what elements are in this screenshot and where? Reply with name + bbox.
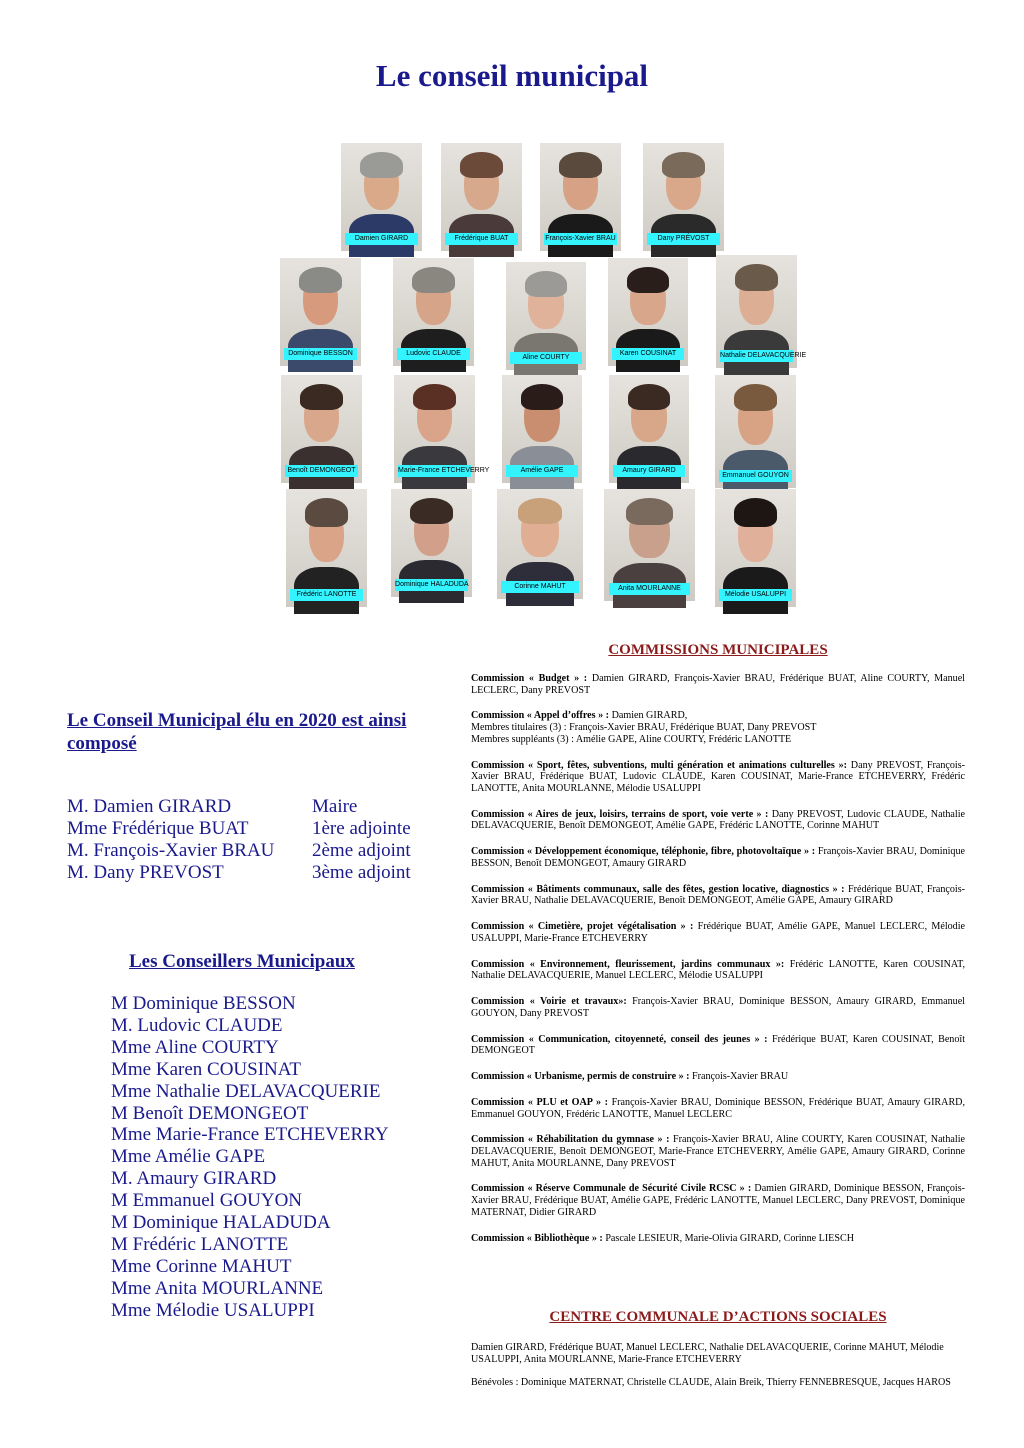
commission-entry — [471, 1071, 965, 1083]
commission-members: Frédérique BUAT, Karen COUSINAT, Benoît DEMONGEOT — [471, 1033, 966, 1057]
photo-hair — [460, 152, 502, 178]
photo-hair — [410, 498, 452, 524]
councillor-name: M Frédéric LANOTTE — [111, 1233, 289, 1255]
member-name: Mme Frédérique BUAT — [67, 818, 249, 839]
commission-title: Commission « Réserve Communale de Sécurité Civile RCSC » : — [471, 1183, 752, 1195]
commission-entry — [471, 921, 965, 944]
photo-caption: Ludovic CLAUDE — [397, 348, 470, 360]
photo-hair — [413, 384, 455, 410]
councillor-name: Mme Marie-France ETCHEVERRY — [111, 1124, 389, 1146]
portrait-photo — [286, 489, 367, 607]
commission-entry — [471, 1097, 965, 1120]
commission-extra: Membres titulaires (3) : François-Xavier BRAU, Frédérique BUAT, Dany PREVOST — [471, 722, 817, 734]
commission-entry — [471, 1183, 965, 1218]
photo-caption: Dominique HALADUDA — [395, 579, 468, 591]
commission-members: Frédéric LANOTTE, Karen COUSINAT, Nathalie DELAVACQUERIE, Manuel LECLERC, Mélodie USALUPPI — [471, 958, 966, 982]
member-role: 2ème adjoint — [312, 840, 411, 861]
photo-hair — [626, 498, 673, 525]
photo-hair — [518, 498, 563, 524]
photo-caption: Benoît DEMONGEOT — [285, 465, 358, 477]
commissions-heading: COMMISSIONS MUNICIPALES — [608, 642, 828, 658]
ccas-volunteers: Bénévoles : Dominique MATERNAT, Christelle CLAUDE, Alain Breik, Thierry FENNEBRESQUE, Jacques HAROS — [471, 1377, 951, 1389]
council-heading: Le Conseil Municipal élu en 2020 est ainsi composé — [67, 710, 407, 754]
portrait-photo — [716, 255, 807, 368]
photo-caption: François-Xavier BRAU — [544, 233, 617, 245]
portrait-photo — [506, 262, 586, 370]
photo-hair — [300, 384, 342, 410]
photo-hair — [735, 264, 777, 291]
commission-extra: Membres suppléants (3) : Amélie GAPE, Aline COURTY, Frédéric LANOTTE — [471, 733, 792, 745]
commission-members: Damien GIRARD, Dominique BESSON, François-Xavier BRAU, Frédérique BUAT, Amélie GAPE, Frédéric LANOTTE, Manuel LECLERC, Dany PREVOST, Dominique MATERNAT, Didier GIRARD — [471, 1183, 965, 1218]
photo-hair — [627, 267, 669, 293]
photo-caption: Marie-France ETCHEVERRY — [398, 465, 471, 477]
ccas-heading: CENTRE COMMUNALE D’ACTIONS SOCIALES — [549, 1309, 887, 1325]
commission-members: Pascale LESIEUR, Marie-Olivia GIRARD, Corinne LIESCH — [602, 1232, 854, 1244]
commission-title: Commission « Développement économique, téléphonie, fibre, photovoltaïque » : — [471, 846, 816, 858]
portrait-photo — [604, 489, 695, 601]
photo-caption: Dominique BESSON — [284, 348, 357, 360]
commission-members: François-Xavier BRAU, Aline COURTY, Karen COUSINAT, Nathalie DELAVACQUERIE, Benoît DEMONGEOT, Marie-France ETCHEVERRY, Amélie GAPE, Amaury GIRARD, Corinne MAHUT, Anita MOURLANNE, Dany PREVOST — [471, 1134, 965, 1169]
councillors-list — [111, 993, 389, 1322]
commission-entry — [471, 1134, 965, 1169]
commission-title: Commission « Bâtiments communaux, salle des fêtes, gestion locative, diagnostics » : — [471, 883, 845, 895]
commission-members: François-Xavier BRAU, Dominique BESSON, Frédérique BUAT, Amaury GIRARD, Emmanuel GOUYON, Frédéric LANOTTE, Manuel LECLERC — [471, 1096, 965, 1120]
councillor-name: Mme Mélodie USALUPPI — [111, 1299, 315, 1321]
commission-title: Commission « Communication, citoyenneté, conseil des jeunes » : — [471, 1033, 768, 1045]
portrait-photo — [609, 375, 689, 483]
councillor-name: Mme Karen COUSINAT — [111, 1058, 301, 1080]
councillor-name: Mme Corinne MAHUT — [111, 1255, 292, 1277]
photo-caption: Frédéric LANOTTE — [290, 589, 363, 601]
photo-caption: Amaury GIRARD — [613, 465, 685, 477]
commission-members: Frédérique BUAT, François-Xavier BRAU, Nathalie DELAVACQUERIE, Benoît DEMONGEOT, Amélie GAPE, Amaury GIRARD — [471, 883, 966, 907]
photo-hair — [525, 271, 567, 297]
photo-hair — [299, 267, 341, 293]
member-name: M. Damien GIRARD — [67, 796, 232, 817]
commission-entry — [471, 1233, 965, 1245]
councillor-name: M Benoît DEMONGEOT — [111, 1102, 309, 1124]
photo-hair — [412, 267, 454, 293]
commission-title: Commission « Sport, fêtes, subventions, multi génération et animations culturelles »: — [471, 759, 848, 771]
council-member-row — [67, 840, 411, 862]
council-member-row — [67, 862, 411, 884]
portrait-photo — [502, 375, 582, 483]
commission-title: Commission « Budget » : — [471, 673, 588, 684]
councillor-name: M Dominique BESSON — [111, 993, 296, 1014]
photo-hair — [734, 384, 776, 411]
councillor-name: Mme Amélie GAPE — [111, 1146, 266, 1168]
photo-caption: Dany PRÉVOST — [647, 233, 720, 245]
portrait-photo — [281, 375, 362, 483]
commission-members: François-Xavier BRAU — [689, 1071, 789, 1083]
councillor-name: M. Ludovic CLAUDE — [111, 1014, 283, 1036]
member-role: 3ème adjoint — [312, 862, 411, 883]
councillor-name: Mme Nathalie DELAVACQUERIE — [111, 1080, 381, 1102]
council-members — [67, 796, 411, 884]
commission-entry — [471, 846, 965, 869]
councillor-name: M Dominique HALADUDA — [111, 1212, 331, 1234]
portrait-photo — [715, 375, 796, 488]
commission-title: Commission « Réhabilitation du gymnase » : — [471, 1134, 670, 1146]
portrait-photo — [393, 258, 474, 366]
photo-hair — [305, 498, 347, 526]
councillor-name: Mme Anita MOURLANNE — [111, 1277, 324, 1299]
photo-hair — [628, 384, 670, 410]
photo-caption: Nathalie DELAVACQUERIE — [720, 350, 793, 362]
member-role: 1ère adjointe — [312, 818, 411, 839]
photo-caption: Karen COUSINAT — [612, 348, 684, 360]
portrait-photo — [394, 375, 490, 483]
portrait-photo — [540, 143, 621, 251]
commission-entry — [471, 996, 965, 1019]
commission-members: Frédérique BUAT, Amélie GAPE, Manuel LECLERC, Mélodie USALUPPI, Marie-France ETCHEVERRY — [471, 921, 965, 944]
council-member-row — [67, 796, 411, 818]
commission-entry — [471, 1034, 965, 1057]
commission-members: François-Xavier BRAU, Dominique BESSON, Amaury GIRARD, Emmanuel GOUYON, Dany PREVOST — [471, 996, 965, 1019]
photo-caption: Anita MOURLANNE — [609, 583, 691, 595]
portrait-photo — [341, 143, 422, 251]
commission-entry — [471, 710, 965, 745]
council-member-row — [67, 818, 411, 840]
commission-entry — [471, 884, 965, 907]
commission-title: Commission « Voirie et travaux»: — [471, 996, 627, 1008]
commission-members: Damien GIRARD, François-Xavier BRAU, Frédérique BUAT, Aline COURTY, Manuel LECLERC, Dany PREVOST — [471, 673, 965, 696]
commission-title: Commission « Cimetière, projet végétalisation » : — [471, 921, 694, 933]
photo-hair — [734, 498, 776, 526]
photo-caption: Amélie GAPE — [506, 465, 578, 477]
photo-hair — [662, 152, 704, 178]
portrait-photo — [643, 143, 724, 251]
commission-title: Commission « Aires de jeux, loisirs, terrains de sport, voie verte » : — [471, 808, 769, 820]
commissions-list — [471, 673, 965, 1258]
member-name: M. Dany PREVOST — [67, 862, 224, 883]
photo-hair — [360, 152, 402, 178]
commission-title: Commission « PLU et OAP » : — [471, 1096, 608, 1108]
photo-caption: Damien GIRARD — [345, 233, 418, 245]
commission-title: Commission « Bibliothèque » : — [471, 1232, 603, 1244]
photo-hair — [521, 384, 563, 410]
page-title: Le conseil municipal — [375, 58, 649, 93]
member-name: M. François-Xavier BRAU — [67, 840, 275, 861]
councillors-heading: Les Conseillers Municipaux — [129, 951, 355, 972]
commission-title: Commission « Environnement, fleurissement, jardins communaux »: — [471, 958, 785, 970]
councillor-name: M. Amaury GIRARD — [111, 1168, 277, 1190]
commission-entry — [471, 809, 965, 832]
councillor-name: Mme Aline COURTY — [111, 1036, 279, 1058]
commission-members: Dany PREVOST, Ludovic CLAUDE, Nathalie DELAVACQUERIE, Benoît DEMONGEOT, Amélie GAPE, Frédéric LANOTTE, Corinne MAHUT — [471, 808, 965, 832]
commission-entry — [471, 760, 965, 795]
portrait-photo — [608, 258, 688, 366]
commission-entry — [471, 959, 965, 982]
ccas-section — [471, 1342, 965, 1401]
portrait-photo — [497, 489, 583, 599]
photo-hair — [559, 152, 601, 178]
portrait-photo — [391, 489, 472, 597]
commission-members: Dany PREVOST, François-Xavier BRAU, Frédérique BUAT, Ludovic CLAUDE, Karen COUSINAT, Marie-France ETCHEVERRY, Frédéric LANOTTE, Anita MOURLANNE, Mélodie USALUPPI — [471, 759, 965, 794]
commission-entry — [471, 673, 965, 696]
commission-title: Commission « Urbanisme, permis de construire » : — [471, 1071, 690, 1083]
commission-members: François-Xavier BRAU, Dominique BESSON, Benoît DEMONGEOT, Amaury GIRARD — [471, 846, 966, 869]
commission-members: Damien GIRARD, — [609, 710, 688, 722]
portrait-photo — [441, 143, 522, 251]
councillor-name: M Emmanuel GOUYON — [111, 1190, 303, 1212]
portrait-photo — [715, 489, 796, 607]
photo-caption: Emmanuel GOUYON — [719, 470, 792, 482]
commission-title: Commission « Appel d’offres » : — [471, 710, 610, 722]
portrait-photo — [280, 258, 361, 366]
photo-caption: Aline COURTY — [510, 352, 582, 364]
ccas-members: Damien GIRARD, Frédérique BUAT, Manuel LECLERC, Nathalie DELAVACQUERIE, Corinne MAHUT, Mélodie USALUPPI, Anita MOURLANNE, Marie-France ETCHEVERRY — [471, 1342, 944, 1365]
photo-caption: Corinne MAHUT — [501, 581, 578, 593]
member-role: Maire — [312, 796, 358, 817]
photo-caption: Mélodie USALUPPI — [719, 589, 792, 601]
photo-caption: Frédérique BUAT — [445, 233, 518, 245]
